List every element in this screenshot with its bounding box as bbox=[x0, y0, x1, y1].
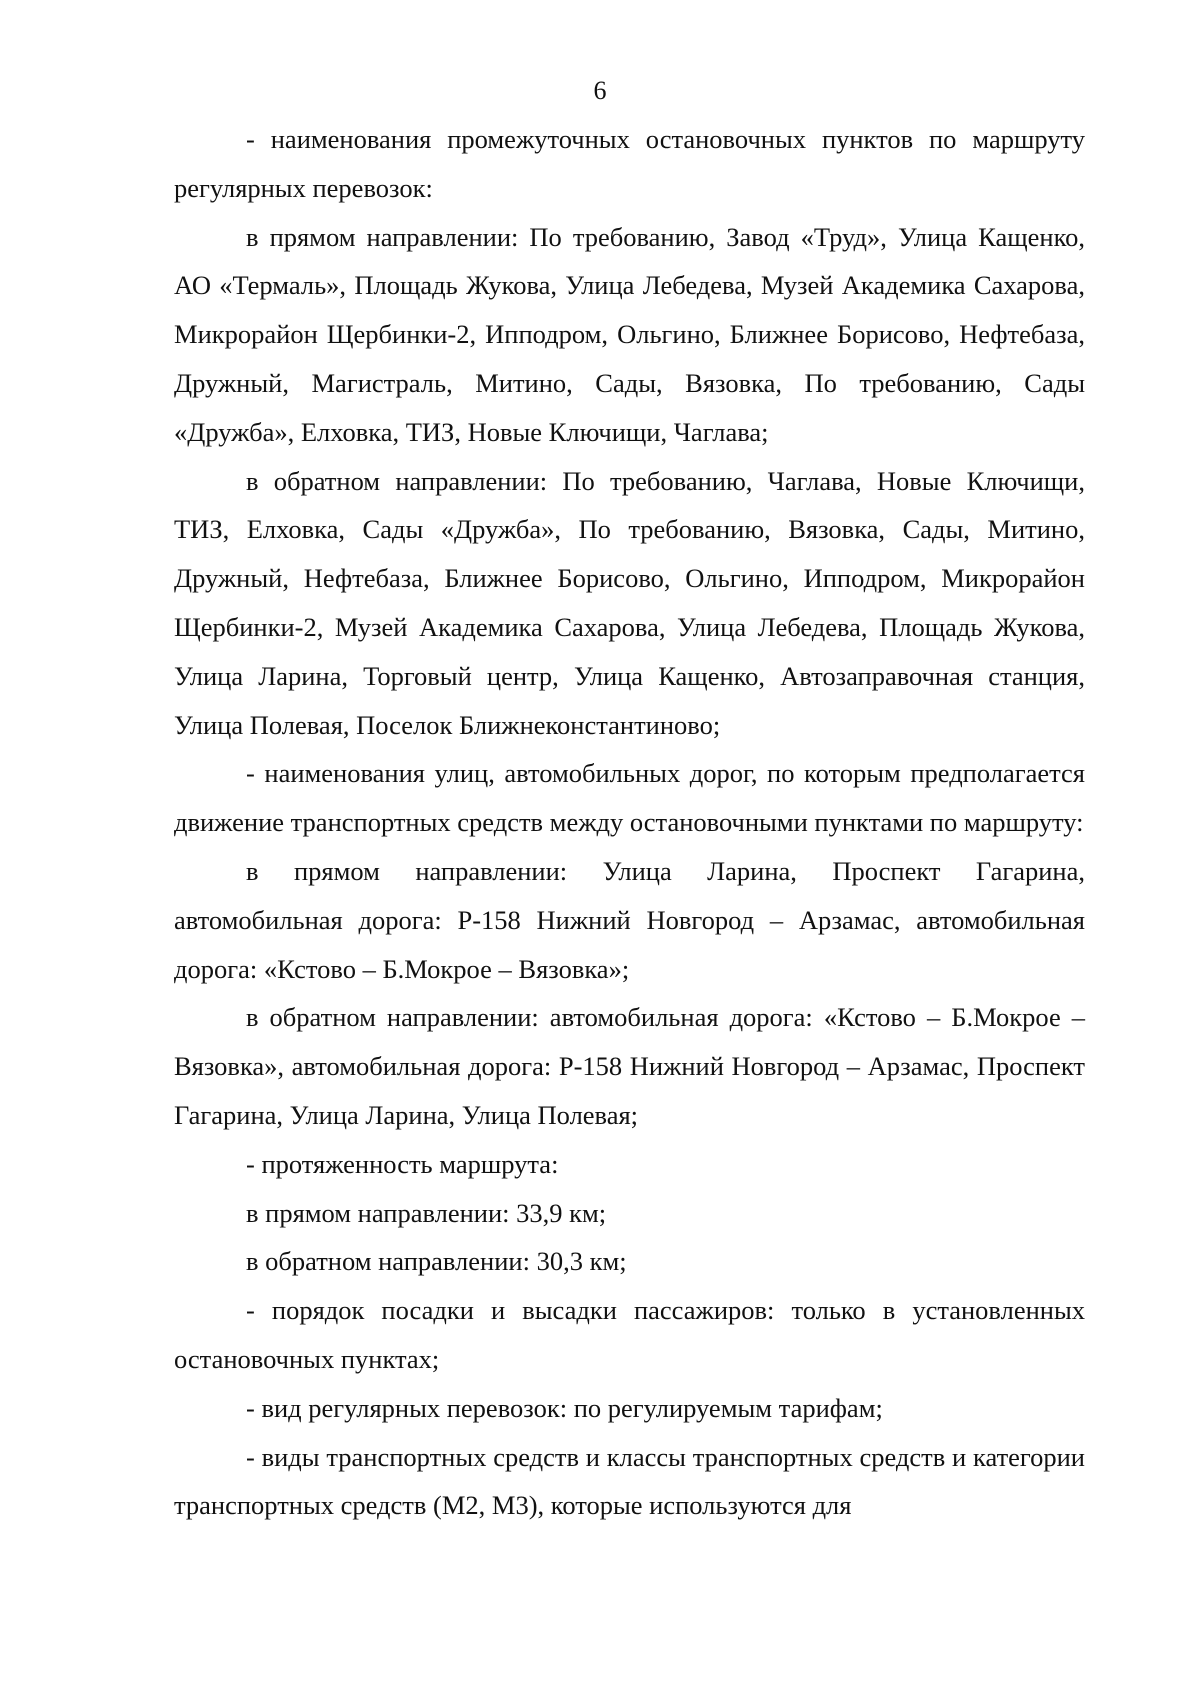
paragraph-route-length-forward: в прямом направлении: 33,9 км; bbox=[246, 1197, 607, 1228]
paragraph-transport-type: - вид регулярных перевозок: по регулируемым тарифам; bbox=[246, 1392, 883, 1423]
paragraph-route-length-heading: - протяженность маршрута: bbox=[246, 1148, 559, 1179]
paragraph-streets-heading: - наименования улиц, автомобильных дорог, по которым предполагается движение транспортных средств между остановочными пунктами по маршруту: bbox=[174, 758, 1085, 838]
paragraph-stops-forward: в прямом направлении: По требованию, Завод «Труд», Улица Кащенко, АО «Термаль», Площадь Жукова, Улица Лебедева, Музей Академика Сахарова, Микрорайон Щербинки-2, Ипподром, Ольгино, Ближнее Борисово, Нефтебаза, Дружный, Магистраль, Митино, Сады, Вязовка, По требованию, Сады «Дружба», Елховка, ТИЗ, Новые Ключищи, Чаглава; bbox=[174, 221, 1085, 447]
paragraph-route-length-reverse: в обратном направлении: 30,3 км; bbox=[246, 1246, 627, 1277]
paragraph-intermediate-stops-heading: - наименования промежуточных остановочных пунктов по маршруту регулярных перевозок: bbox=[174, 124, 1085, 203]
paragraph-streets-reverse: в обратном направлении: автомобильная дорога: «Кстово – Б.Мокрое – Вязовка», автомобильная дорога: Р-158 Нижний Новгород – Арзамас, Проспект Гагарина, Улица Ларина, Улица Полевая; bbox=[174, 1002, 1085, 1130]
document-body bbox=[174, 115, 1085, 1530]
paragraph-boarding-order: - порядок посадки и высадки пассажиров: только в установленных остановочных пунктах; bbox=[174, 1295, 1085, 1374]
paragraph-vehicle-classes: - виды транспортных средств и классы транспортных средств и категории транспортных средств (М2, М3), которые используются для bbox=[174, 1441, 1085, 1521]
page-number: 6 bbox=[593, 76, 607, 105]
paragraph-stops-reverse: в обратном направлении: По требованию, Чаглава, Новые Ключищи, ТИЗ, Елховка, Сады «Дружба», По требованию, Вязовка, Сады, Митино, Дружный, Нефтебаза, Ближнее Борисово, Ольгино, Ипподром, Микрорайон Щербинки-2, Музей Академика Сахарова, Улица Лебедева, Площадь Жукова, Улица Ларина, Торговый центр, Улица Кащенко, Автозаправочная станция, Улица Полевая, Поселок Ближнеконстантиново; bbox=[174, 465, 1085, 740]
paragraph-streets-forward: в прямом направлении: Улица Ларина, Проспект Гагарина, автомобильная дорога: Р-158 Нижний Новгород – Арзамас, автомобильная дорога: «Кстово – Б.Мокрое – Вязовка»; bbox=[174, 855, 1085, 984]
